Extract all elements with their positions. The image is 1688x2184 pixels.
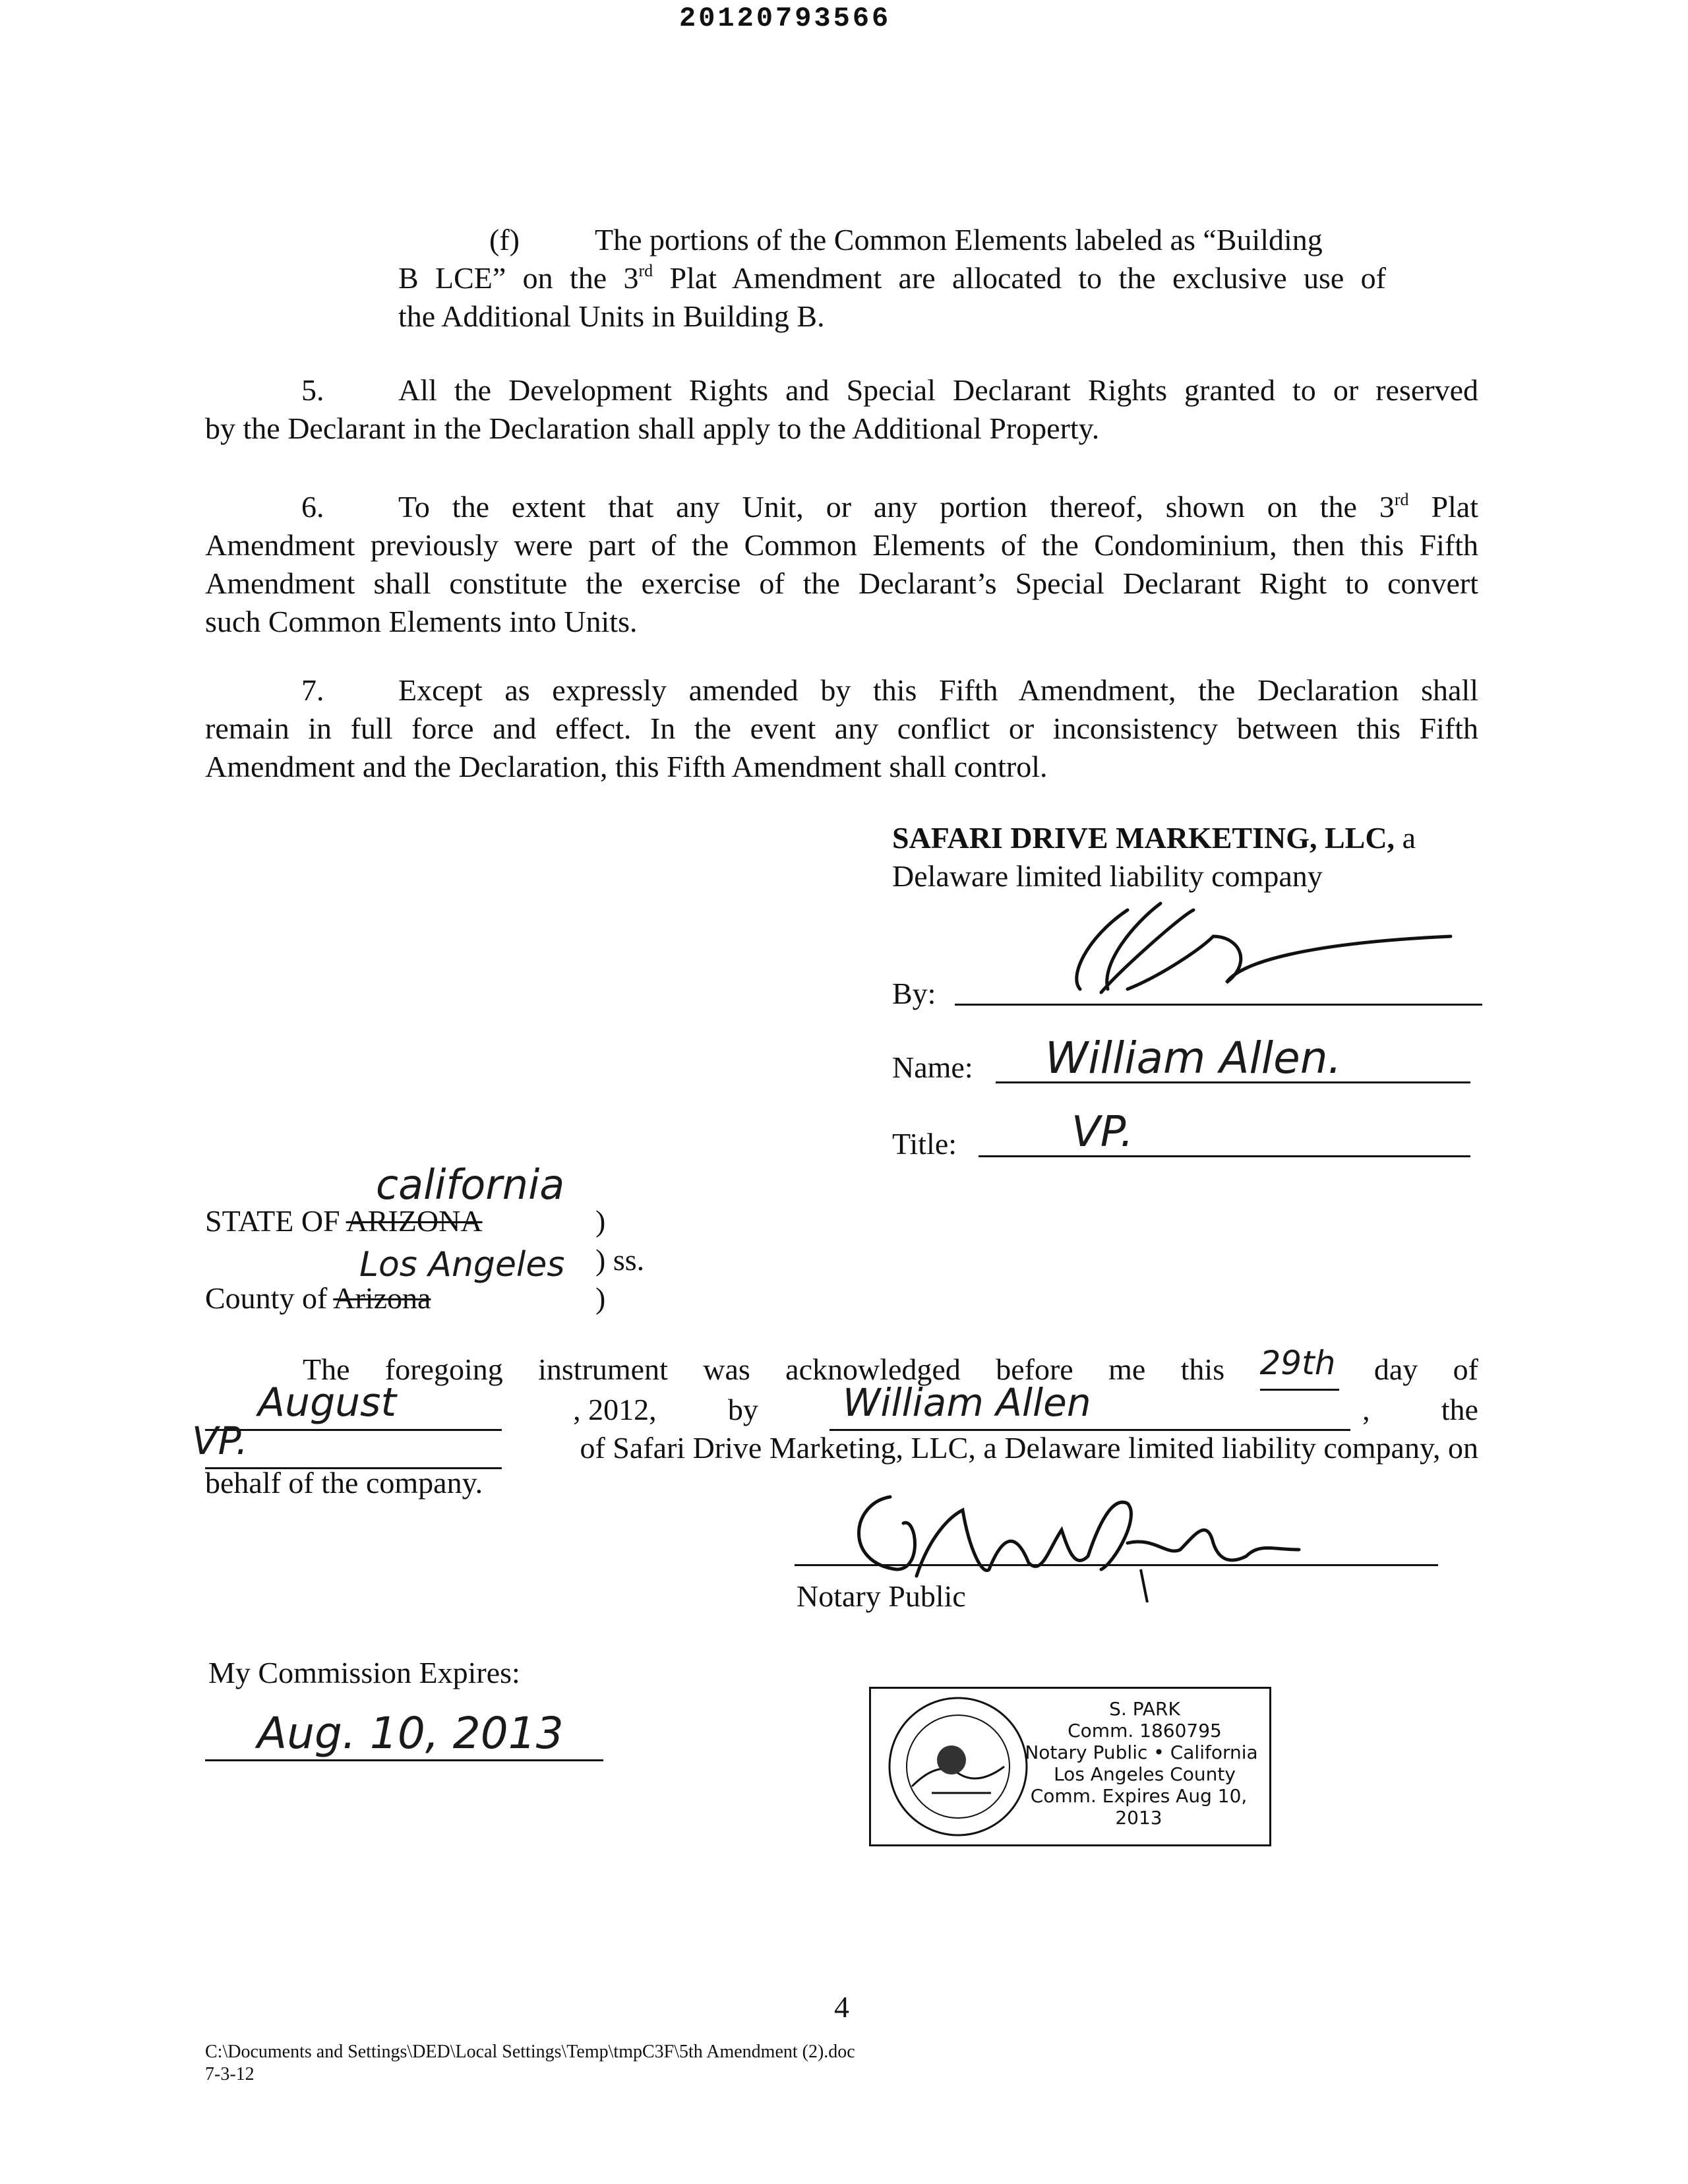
venue-ss: ) ss.: [595, 1243, 645, 1277]
ack-line3: VP. of Safari Drive Marketing, LLC, a Delaware limited liability company, on: [205, 1426, 1478, 1469]
para-6-line3: Amendment shall constitute the exercise of the Declarant’s Special Declarant Right to convert: [205, 566, 1478, 600]
section-f-line1: The portions of the Common Elements labeled as “Building: [595, 223, 1323, 257]
notary-stamp: [869, 1687, 1271, 1846]
month-handwritten: August: [258, 1380, 396, 1426]
title-label: Title:: [892, 1127, 957, 1161]
stamp-title: Notary Public • California: [1025, 1742, 1258, 1763]
stamp-expires: Comm. Expires Aug 10, 2013: [1030, 1785, 1248, 1829]
name-label: Name:: [892, 1050, 973, 1084]
county-handwritten: Los Angeles: [359, 1245, 565, 1285]
section-f-line3: the Additional Units in Building B.: [398, 299, 825, 333]
commission-handwritten: Aug. 10, 2013: [257, 1708, 564, 1759]
para-5-number: 5.: [301, 373, 324, 407]
by-signature-line: [955, 1004, 1482, 1006]
capacity-handwritten: VP.: [192, 1418, 249, 1463]
para-7-line1: Except as expressly amended by this Fifth Amendment, the Declaration shall: [398, 673, 1478, 707]
commission-line: [205, 1759, 603, 1761]
venue-paren-top: ): [595, 1204, 606, 1238]
section-f-label: (f): [489, 223, 520, 257]
company-description: Delaware limited liability company: [892, 859, 1323, 893]
para-7-line3: Amendment and the Declaration, this Fifth Amendment shall control.: [205, 750, 1048, 783]
state-of-label: STATE OF ARIZONA: [205, 1204, 483, 1238]
notary-signature-line: [795, 1564, 1438, 1566]
venue-paren-bottom: ): [595, 1281, 606, 1315]
ack-line4: behalf of the company.: [205, 1466, 483, 1500]
state-struck: ARIZONA: [346, 1204, 483, 1238]
california-seal-icon: [886, 1694, 1031, 1839]
title-handwritten: VP.: [1071, 1108, 1133, 1157]
para-5-line1: All the Development Rights and Special Declarant Rights granted to or reserved: [398, 373, 1478, 407]
person-handwritten: William Allen: [842, 1380, 1091, 1425]
ack-line1: The foregoing instrument was acknowledged before me this 29th day of: [205, 1349, 1478, 1391]
by-label: By:: [892, 977, 936, 1010]
title-line: [979, 1155, 1470, 1157]
stamp-county: Los Angeles County: [1054, 1763, 1236, 1785]
county-of-label: County of Arizona: [205, 1281, 431, 1315]
company-name: SAFARI DRIVE MARKETING, LLC, a: [892, 821, 1416, 855]
signature-william-allen: [1029, 897, 1464, 1009]
name-line: [996, 1081, 1470, 1083]
footer-path: C:\Documents and Settings\DED\Local Settings\Temp\tmpC3F\5th Amendment (2).doc: [205, 2042, 855, 2062]
para-6-line1: To the extent that any Unit, or any portion thereof, shown on the 3rd Plat: [398, 490, 1478, 524]
commission-label: My Commission Expires:: [208, 1656, 520, 1689]
stamp-comm: Comm. 1860795: [1068, 1720, 1222, 1742]
para-6-number: 6.: [301, 490, 324, 524]
para-6-line2: Amendment previously were part of the Common Elements of the Condominium, then this Fifth: [205, 528, 1478, 562]
name-handwritten: William Allen.: [1045, 1033, 1342, 1083]
ack-line2: August , 2012, by William Allen , the: [205, 1387, 1478, 1431]
county-struck: Arizona: [333, 1281, 431, 1315]
page-number: 4: [834, 1990, 849, 2024]
notary-public-label: Notary Public: [797, 1579, 966, 1613]
day-handwritten: 29th: [1259, 1344, 1336, 1382]
para-5-line2: by the Declarant in the Declaration shall apply to the Additional Property.: [205, 411, 1100, 445]
para-6-line4: such Common Elements into Units.: [205, 605, 638, 638]
para-7-line2: remain in full force and effect. In the event any conflict or inconsistency between this Fifth: [205, 712, 1478, 745]
para-7-number: 7.: [301, 673, 324, 707]
section-f-line2: B LCE” on the 3rd Plat Amendment are allocated to the exclusive use of: [398, 261, 1386, 295]
document-number: 20120793566: [679, 3, 891, 34]
state-handwritten: california: [376, 1161, 565, 1209]
stamp-name: S. PARK: [1109, 1698, 1180, 1720]
footer-date: 7-3-12: [205, 2064, 255, 2084]
